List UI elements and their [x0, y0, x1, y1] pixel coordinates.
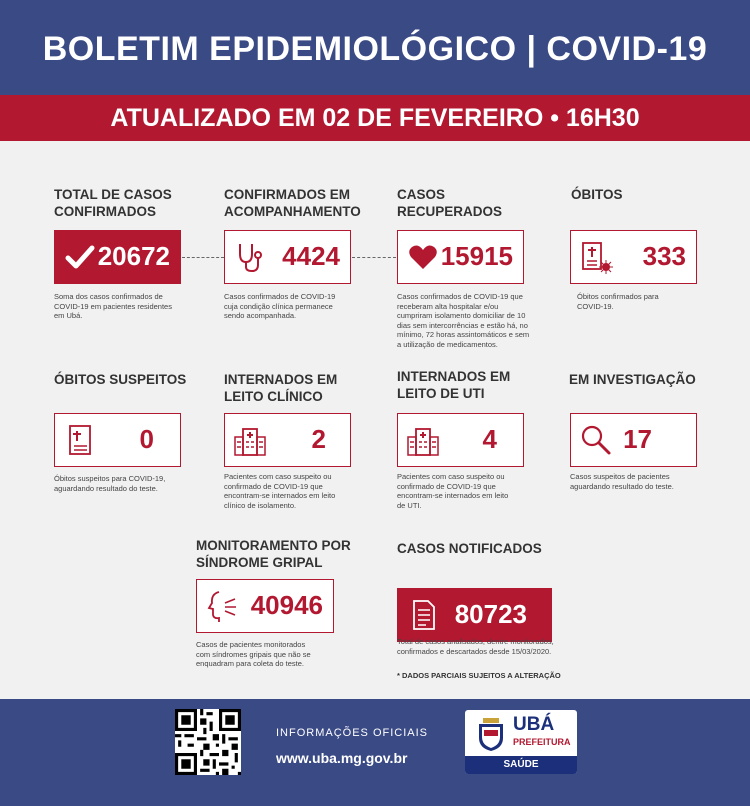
recuperados-value: 15915	[440, 241, 513, 271]
leito-uti-box	[397, 413, 524, 467]
website-link[interactable]: www.uba.mg.gov.br	[276, 750, 408, 766]
logo-department: SAÚDE	[465, 756, 577, 774]
investigacao-description: Casos suspeitos de pacientes aguardando resultado do teste.	[570, 472, 674, 491]
leito-uti-description: Pacientes com caso suspeito ou confirmado de COVID-19 que encontram-se internados em leito de UTI.	[397, 472, 509, 510]
investigacao-box	[570, 413, 697, 467]
acompanhamento-box	[224, 230, 351, 284]
obitos-value: 333	[642, 241, 686, 271]
total-cases-box	[54, 230, 181, 284]
leito-clinico-description: Pacientes com caso suspeito ou confirmado de COVID-19 que encontram-se internados em leito clínico de isolamento.	[224, 472, 336, 510]
death-certificate-icon	[63, 423, 97, 457]
total-cases-description: Soma dos casos confirmados de COVID-19 em pacientes residentes em Ubá.	[54, 292, 172, 320]
hospital-icon	[406, 423, 440, 457]
investigacao-value: 17	[623, 424, 652, 454]
leito-uti-value: 4	[482, 424, 497, 454]
obitos-suspeitos-description: Óbitos suspeitos para COVID-19, aguardando resultado do teste.	[54, 474, 166, 493]
leito-clinico-value: 2	[311, 424, 326, 454]
city-crest-icon	[475, 716, 507, 752]
obitos-suspeitos-box	[54, 413, 181, 467]
card-obitos-suspeitos-title: ÓBITOS SUSPEITOS	[54, 372, 187, 387]
connector-line	[352, 257, 396, 258]
header-band	[0, 0, 750, 95]
stethoscope-icon	[233, 240, 267, 274]
obitos-box	[570, 230, 697, 284]
card-recuperados-title: CASOS RECUPERADOS	[397, 187, 503, 219]
document-icon	[406, 598, 440, 632]
card-acompanhamento-title: CONFIRMADOS EM ACOMPANHAMENTO	[224, 187, 361, 219]
qr-code-icon[interactable]	[175, 709, 241, 775]
notificados-description: Total de casos analisados, dentre monitorados, confirmados e descartados desde 15/03/2020.	[397, 637, 554, 656]
card-total-title: TOTAL DE CASOS CONFIRMADOS	[54, 187, 172, 219]
page-title: BOLETIM EPIDEMIOLÓGICO | COVID-19	[42, 30, 708, 68]
obitos-suspeitos-value: 0	[139, 424, 154, 454]
checkmark-icon	[63, 240, 97, 274]
monitoramento-box	[196, 579, 334, 633]
coughing-face-icon	[205, 589, 239, 623]
total-cases-value: 20672	[97, 241, 170, 271]
update-band	[0, 95, 750, 141]
hospital-icon	[233, 423, 267, 457]
obitos-description: Óbitos confirmados para COVID-19.	[577, 292, 659, 311]
acompanhamento-value: 4424	[282, 241, 340, 271]
logo-name: UBÁ	[513, 714, 555, 735]
card-investigacao-title: EM INVESTIGAÇÃO	[569, 372, 696, 387]
magnifier-icon	[579, 423, 613, 457]
acompanhamento-description: Casos confirmados de COVID-19 cuja condição clínica permanece sendo acompanhada.	[224, 292, 336, 320]
prefeitura-logo	[465, 710, 577, 774]
recuperados-box	[397, 230, 524, 284]
official-info-label: INFORMAÇÕES OFICIAIS	[276, 727, 429, 739]
connector-line	[182, 257, 224, 258]
notificados-box	[397, 588, 552, 642]
card-notificados-title: CASOS NOTIFICADOS	[397, 541, 542, 556]
monitoramento-description: Casos de pacientes monitorados com síndromes gripais que não se enquadram para coleta do teste.	[196, 640, 311, 668]
update-timestamp: ATUALIZADO EM 02 DE FEVEREIRO • 16H30	[110, 104, 640, 132]
card-obitos-title: ÓBITOS	[571, 187, 623, 202]
card-monitoramento-title: MONITORAMENTO POR SÍNDROME GRIPAL	[196, 538, 351, 570]
leito-clinico-box	[224, 413, 351, 467]
logo-subtitle: PREFEITURA	[513, 737, 571, 747]
recuperados-description: Casos confirmados de COVID-19 que receberam alta hospitalar e/ou cumpriram isolamento domiciliar de 10 dias sem intercorrências e estão há, no mínimo, 72 horas assintomáticos e sem a utilização de medicamentos.	[397, 292, 530, 349]
card-leito-uti-title: INTERNADOS EM LEITO DE UTI	[397, 369, 511, 401]
partial-data-note: * DADOS PARCIAIS SUJEITOS A ALTERAÇÃO	[397, 671, 561, 680]
monitoramento-value: 40946	[250, 590, 323, 620]
death-certificate-icon	[579, 240, 613, 274]
card-leito-clinico-title: INTERNADOS EM LEITO CLÍNICO	[224, 372, 338, 404]
notificados-value: 80723	[454, 599, 527, 629]
heart-icon	[406, 240, 440, 274]
